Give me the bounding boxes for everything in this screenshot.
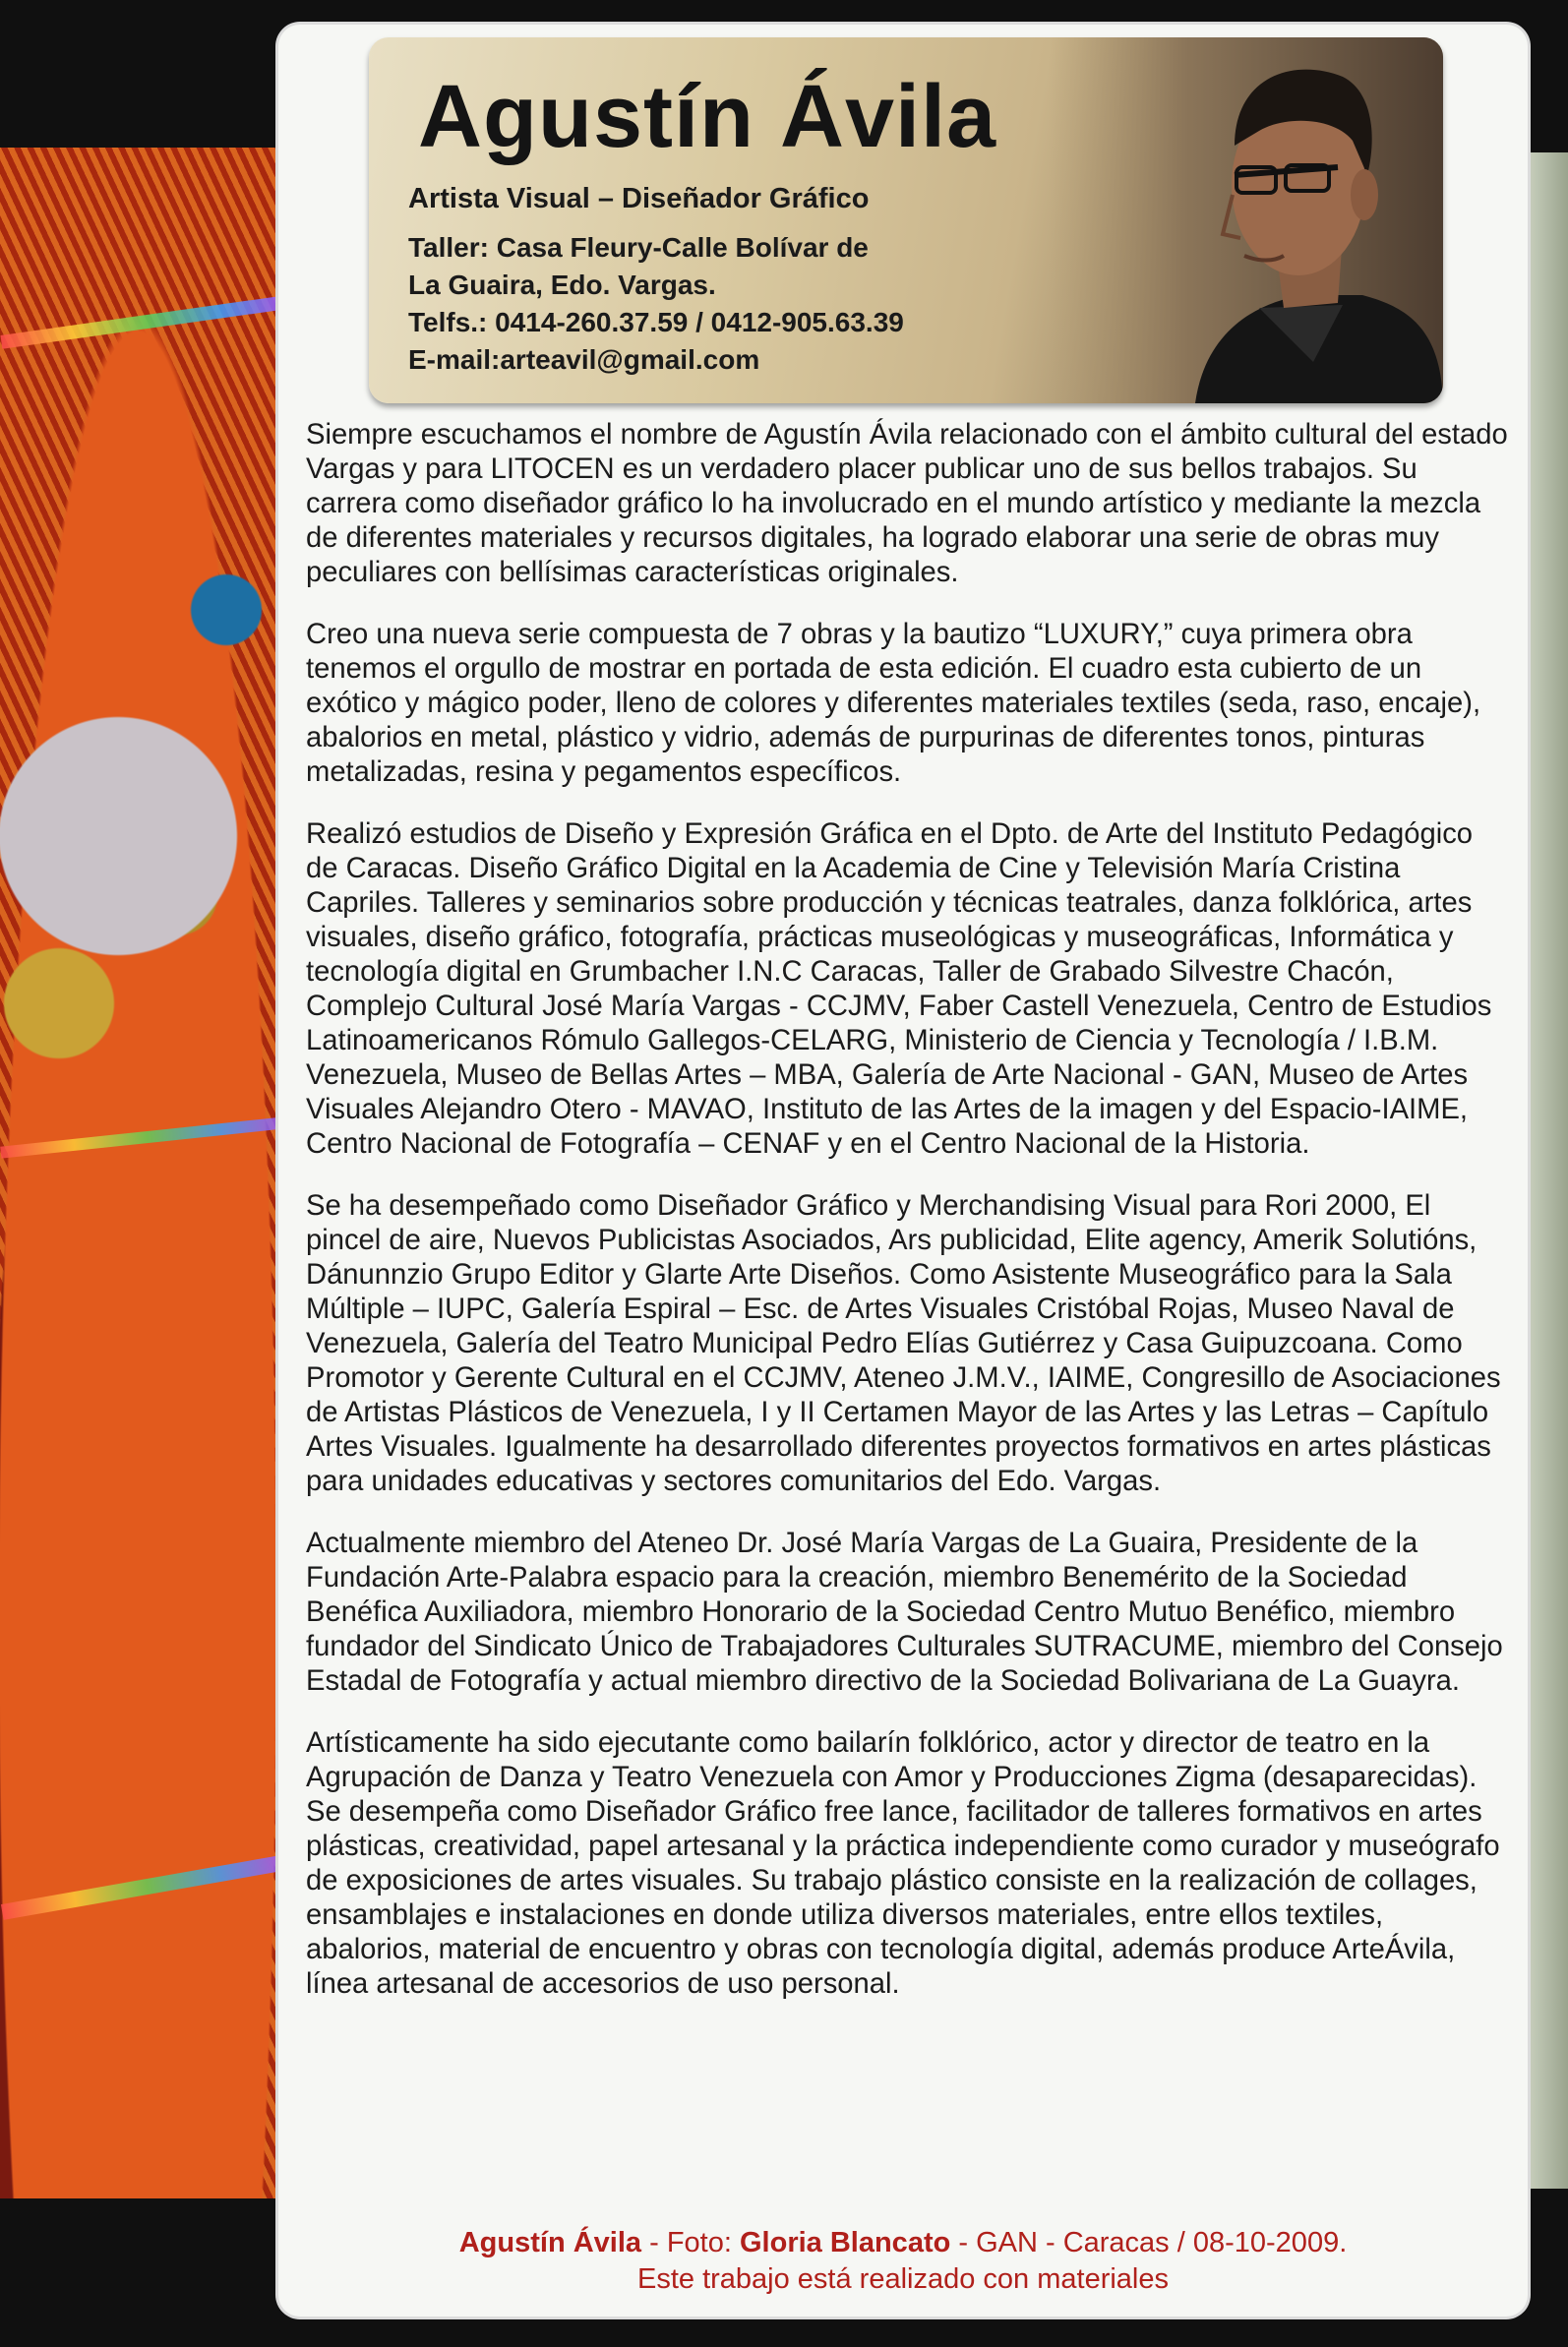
email-label: E-mail: <box>408 344 501 375</box>
paragraph: Creo una nueva serie compuesta de 7 obras y la bautizo “LUXURY,” cuya primera obra tenemos el orgullo de mostrar en portada de esta edición. El cuadro esta cubierto de un exótico y mágico poder, lleno de colores y diferentes materiales textiles (seda, raso, encaje), abalorios en metal, plástico y vidrio, además de purpurinas de diferentes tonos, pinturas metalizadas, resina y pegamentos específicos. <box>306 619 1481 788</box>
artist-portrait-photo <box>1048 37 1443 403</box>
phone-line <box>408 307 904 338</box>
paragraph: Siempre escuchamos el nombre de Agustín Ávila relacionado con el ámbito cultural del estado Vargas y para LITOCEN es un verdadero placer publicar uno de sus bellos trabajos. Su carrera como diseñador gráfico lo ha involucrado en el mundo artístico y mediante la mezcla de diferentes materiales y recursos digitales, ha logrado elaborar una serie de obras muy peculiares con bellísimas características originales. <box>306 419 1508 588</box>
artist-name: Agustín Ávila <box>418 68 997 166</box>
caption-photo-label: Foto: <box>666 2227 740 2258</box>
email-address: arteavil@gmail.com <box>500 344 760 375</box>
cover-artwork-collage <box>0 148 295 2198</box>
right-margin-strip <box>1528 152 1568 2189</box>
caption-separator: - <box>641 2227 667 2258</box>
caption-details: - GAN - Caracas / 08-10-2009. <box>950 2227 1348 2258</box>
rainbow-sequin-band <box>1 1853 294 1920</box>
rainbow-sequin-band <box>0 1115 295 1158</box>
phone-label: Telfs.: <box>408 307 496 337</box>
email-line <box>408 344 759 376</box>
phone-numbers: 0414-260.37.59 / 0412-905.63.39 <box>495 307 904 337</box>
paragraph: Actualmente miembro del Ateneo Dr. José María Vargas de La Guaira, Presidente de la Fundación Arte-Palabra espacio para la creación, miembro Benemérito de la Sociedad Benéfica Auxiliadora, miembro Honorario de la Sociedad Centro Mutuo Benéfico, miembro fundador del Sindicato Único de Trabajadores Culturales SUTRACUME, miembro del Consejo Estadal de Fotografía y actual miembro directivo de la Sociedad Bolivariana de La Guayra. <box>306 1528 1503 1697</box>
rainbow-sequin-band <box>0 294 294 349</box>
cover-caption <box>278 2225 1528 2298</box>
paragraph: Realizó estudios de Diseño y Expresión Gráfica en el Dpto. de Arte del Instituto Pedagógico de Caracas. Diseño Gráfico Digital en la Academia de Cine y Televisión María Cristina Capriles. Talleres y seminarios sobre producción y técnicas teatrales, danza folklórica, artes visuales, diseño gráfico, fotografía, prácticas museológicas y museográficas, Informática y tecnología digital en Grumbacher I.N.C Caracas, Taller de Grabado Silvestre Chacón, Complejo Cultural José María Vargas - CCJMV, Faber Castell Venezuela, Centro de Estudios Latinoamericanos Rómulo Gallegos-CELARG, Ministerio de Ciencia y Tecnología / I.B.M. Venezuela, Museo de Bellas Artes – MBA, Galería de Arte Nacional - GAN, Museo de Artes Visuales Alejandro Otero - MAVAO, Instituto de las Artes de la imagen y del Espacio-IAIME, Centro Nacional de Fotografía – CENAF y en el Centro Nacional de la Historia. <box>306 818 1492 1160</box>
paragraph: Artísticamente ha sido ejecutante como bailarín folklórico, actor y director de teatro en la Agrupación de Danza y Teatro Venezuela con Amor y Producciones Zigma (desaparecidas). Se desempeña como Diseñador Gráfico free lance, facilitador de talleres formativos en artes plásticas, creatividad, papel artesanal y la práctica independiente como curador y museógrafo de exposiciones de artes visuales. Su trabajo plástico consiste en la realización de collages, ensamblajes e instalaciones en donde utiliza diversos materiales, entre ellos textiles, abalorios, material de encuentro y obras con tecnología digital, además produce ArteÁvila, línea artesanal de accesorios de uso personal. <box>306 1727 1500 2000</box>
paragraph: Se ha desempeñado como Diseñador Gráfico y Merchandising Visual para Rori 2000, El pincel de aire, Nuevos Publicistas Asociados, Ars publicidad, Elite agency, Amerik Solutións, Dánunnzio Grupo Editor y Glarte Arte Diseños. Como Asistente Museográfico para la Sala Múltiple – IUPC, Galería Espiral – Esc. de Artes Visuales Cristóbal Rojas, Museo Naval de Venezuela, Galería del Teatro Municipal Pedro Elías Gutiérrez y Casa Guipuzcoana. Como Promotor y Gerente Cultural en el CCJMV, Ateneo J.M.V., IAIME, Congresillo de Asociaciones de Artistas Plásticos de Venezuela, I y II Certamen Mayor de las Artes y las Letras – Capítulo Artes Visuales. Igualmente ha desarrollado diferentes proyectos formativos en artes plásticas para unidades educativas y sectores comunitarios del Edo. Vargas. <box>306 1190 1501 1497</box>
caption-line1 <box>278 2225 1528 2261</box>
caption-line2: Este trabajo está realizado con materiales <box>636 2263 1169 2295</box>
workshop-address-line2: La Guaira, Edo. Vargas. <box>408 270 716 300</box>
caption-photographer: Gloria Blancato <box>739 2227 951 2258</box>
artist-profession: Artista Visual – Diseñador Gráfico <box>408 183 870 214</box>
workshop-address-line1: Taller: Casa Fleury-Calle Bolívar de <box>408 232 869 263</box>
caption-artist: Agustín Ávila <box>458 2227 642 2258</box>
article-body <box>306 418 1511 2029</box>
artist-header <box>369 37 1443 403</box>
